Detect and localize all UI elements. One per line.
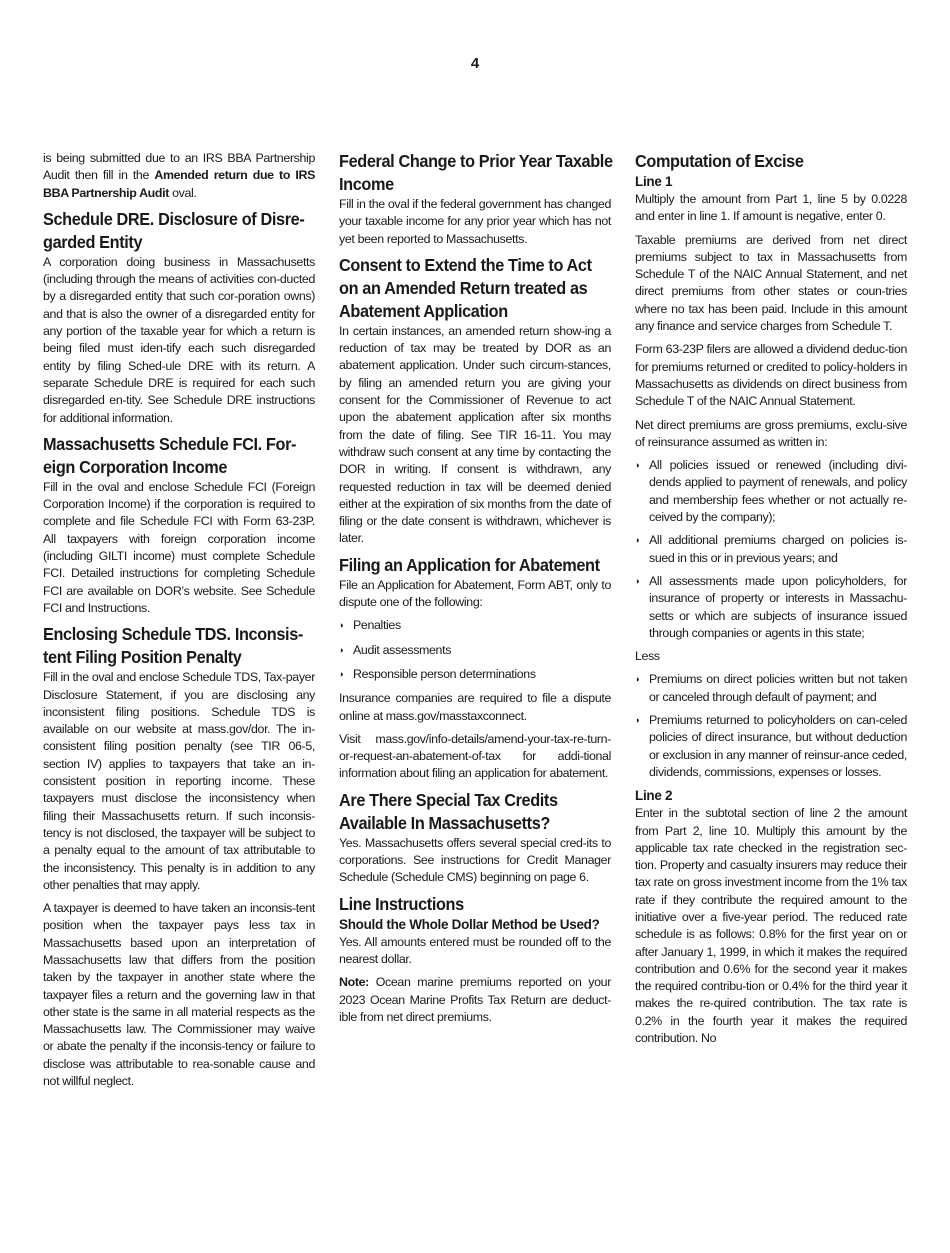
tds-paragraph-2: A taxpayer is deemed to have taken an inconsis-tent position when the taxpayer pays less tax in Massachusetts based upon an interpretation of Massachusetts law that differs from the position taken by the taxpayer in another state where the taxpayer files a return and the governing law in that other state is the same in all material respects as the Massachusetts law. The Commissioner may waive or abate the penalty if the inconsis-tency or failure to disclose was attributable to rea-sonable cause and not willful neglect. bbox=[43, 901, 315, 1089]
column-3 bbox=[635, 150, 907, 1053]
line-2-subheading: Line 2 bbox=[635, 788, 673, 804]
list-item: ◗ All additional premiums charged on policies is-sued in this or in previous years; and bbox=[635, 533, 907, 565]
list-item: ◗ All policies issued or renewed (including divi-dends applied to payment of renewals, and policy and membership fees whether or not actually re-ceived by the company); bbox=[635, 458, 907, 525]
abatement-visit-paragraph: Visit mass.gov/info-details/amend-your-tax-re-turn-or-request-an-abatement-of-tax for addi-tional information about filing an application for abatement. bbox=[339, 731, 611, 781]
dre-paragraph: A corporation doing business in Massachusetts (including through the means of activities con-ducted by a disregarded entity that such cor-poration owns) and that is also the owner of a disregarded entity for any portion of the taxable year for which a return is being filed must iden-tify each such disregarded entity by filing Sched-ule DRE with its return. A separate Schedule DRE is required for each such disregarded en-tity. See Schedule DRE instructions for additional information. bbox=[43, 254, 315, 425]
intro-text-2: oval. bbox=[168, 185, 197, 200]
abatement-list bbox=[339, 617, 611, 683]
list-item: ◗ Premiums on direct policies written but not taken or canceled through default of payment; and bbox=[635, 672, 907, 704]
consent-paragraph: In certain instances, an amended return show-ing a reduction of tax may be treated by DOR as an abatement application. Under such circum-stances, by filing an amended return you are giving your consent for the Commissioner of Revenue to act upon the abatement application after six months from the date of filing. See TIR 16-11. You may withdraw such consent at any time by contacting the DOR in writing. If consent is withdrawn, any requested reduction in tax will be deemed denied either at the expiration of six months from the date of filing or the date consent is withdrawn, whichever is later. bbox=[339, 323, 611, 546]
tds-paragraph-1: Fill in the oval and enclose Schedule TDS, Tax-payer Disclosure Statement, if you are disclosing any inconsistent filing positions. Schedule TDS is available on our website at mass.gov/dor. The in-consistent filing position penalty (see TIR 06-5, section IV) applies to taxpayers that take an in-consistent position in reporting income. These taxpayers must disclose the inconsistency when filing their Massachusetts return. If such inconsis-tency is not disclosed, the taxpayer will be subject to a penalty equal to the amount of tax attributable to the inconsistency. This penalty is in addition to any other penalties that may apply. bbox=[43, 670, 315, 892]
bullet-icon: ◗ bbox=[339, 644, 345, 655]
federal-change-paragraph: Fill in the oval if the federal government has changed your taxable income for any prior year which has not yet been reported to Massachusetts. bbox=[339, 197, 611, 246]
list-item: ◗ Premiums returned to policyholders on can-celed policies of direct insurance, but without deduction or exclusion in any manner of reinsur-ance ceded, dividends, commissions, expenses or losses. bbox=[635, 713, 907, 779]
list-item: ◗ Responsible person determinations bbox=[339, 666, 611, 683]
column-2 bbox=[339, 150, 611, 1032]
bullet-icon: ◗ bbox=[339, 668, 345, 679]
abatement-intro: File an Application for Abatement, Form ABT, only to dispute one of the following: bbox=[339, 577, 611, 610]
dividend-paragraph: Form 63-23P filers are allowed a dividend deduc-tion for premiums returned or credited to policy-holders in Massachusetts as dividends on direct business from Schedule T of the NAIC Annual Statement. bbox=[635, 342, 907, 409]
line-instructions-heading: Line Instructions bbox=[339, 893, 464, 914]
bullet-icon: ◗ bbox=[635, 715, 641, 726]
note-text: Ocean marine premiums reported on your 2023 Ocean Marine Profits Tax Return are deduct-ible from net direct premiums. bbox=[339, 975, 611, 1024]
fci-paragraph: Fill in the oval and enclose Schedule FCI (Foreign Corporation Income) if the corporation is required to complete and file Schedule FCI with Form 63-23P. All taxpayers with foreign corporation income (including GILTI income) must complete Schedule FCI. Detailed instructions for completing Schedule FCI are available on DOR’s website. See Schedule FCI and Instructions. bbox=[43, 479, 315, 615]
list-item: ◗ Audit assessments bbox=[339, 642, 611, 659]
line-2-paragraph: Enter in the subtotal section of line 2 the amount from Part 2, line 10. Multiply this amount by the applicable tax rate checked in the registration sec-tion. Property and casualty insurers may reduce their tax rate on gross investment income from the 1% tax rate if they contribute the required amount to the initiative over a five-year period. The reduced rate schedule is as follows: 0.8% for the first year on or after January 1, 1999, in which it makes the required contribution and 0.6% for the second year it makes the required contribu-tion or 0.4% for the third year it makes the re-quired contribution. The tax rate is 0.2% in the fourth year it makes the required contribution. No bbox=[635, 806, 907, 1046]
intro-text-1: is being submitted due to an IRS BBA Partnership Audit then fill in the bbox=[43, 151, 315, 183]
bullet-icon: ◗ bbox=[635, 535, 641, 546]
excise-heading: Computation of Excise bbox=[635, 151, 804, 171]
line-1-paragraph: Multiply the amount from Part 1, line 5 by 0.0228 and enter in line 1. If amount is negative, enter 0. bbox=[635, 192, 907, 224]
intro-bold-text: Amended return due to IRS BBA Partnership Audit bbox=[43, 168, 315, 200]
net-direct-paragraph: Net direct premiums are gross premiums, exclu-sive of reinsurance assumed as written in: bbox=[635, 417, 907, 449]
note-paragraph bbox=[339, 974, 611, 1026]
consent-heading: Consent to Extend the Time to Act on an Amended Return treated as Abatement Application bbox=[339, 254, 592, 321]
fci-heading: Massachusetts Schedule FCI. For-eign Corporation Income bbox=[43, 433, 297, 477]
whole-dollar-subheading: Should the Whole Dollar Method be Used? bbox=[339, 916, 600, 932]
bullet-icon: ◗ bbox=[635, 575, 641, 586]
federal-change-heading: Federal Change to Prior Year Taxable Income bbox=[339, 151, 613, 194]
list-item: ◗ All assessments made upon policyholders, for insurance of property or interests in Massachu-setts or which are subjects of insurance issued through companies or agents in this state; bbox=[635, 573, 907, 640]
taxable-premiums-paragraph: Taxable premiums are derived from net direct premiums subject to tax in Massachusetts from Schedule T of the NAIC Annual Statement, and net direct premiums from other states or coun-tries where no tax has been paid. Include in this amount any finance and service charges from Schedule T. bbox=[635, 232, 907, 334]
credits-paragraph: Yes. Massachusetts offers several special cred-its to corporations. See instructions for Credit Manager Schedule (Schedule CMS) beginning on page 6. bbox=[339, 835, 611, 885]
abatement-heading: Filing an Application for Abatement bbox=[339, 554, 600, 575]
note-label: Note: bbox=[339, 975, 369, 990]
whole-dollar-paragraph: Yes. All amounts entered must be rounded off to the nearest dollar. bbox=[339, 934, 611, 966]
bullet-icon: ◗ bbox=[635, 460, 641, 471]
line-1-subheading: Line 1 bbox=[635, 174, 673, 189]
abatement-online-paragraph: Insurance companies are required to file a dispute online at mass.gov/masstaxconnect. bbox=[339, 691, 611, 723]
page-number: 4 bbox=[470, 55, 480, 72]
dre-heading: Schedule DRE. Disclosure of Disre-garded Entity bbox=[43, 208, 305, 252]
bullet-icon: ◗ bbox=[635, 674, 641, 685]
intro-paragraph bbox=[43, 150, 315, 202]
bullet-icon: ◗ bbox=[339, 620, 345, 631]
column-1 bbox=[43, 150, 315, 1096]
tds-heading: Enclosing Schedule TDS. Inconsis-tent Filing Position Penalty bbox=[43, 624, 303, 668]
less-label: Less bbox=[635, 649, 660, 664]
credits-heading: Are There Special Tax Credits Available In Massachusetts? bbox=[339, 789, 558, 833]
list-item: ◗ Penalties bbox=[339, 617, 611, 634]
